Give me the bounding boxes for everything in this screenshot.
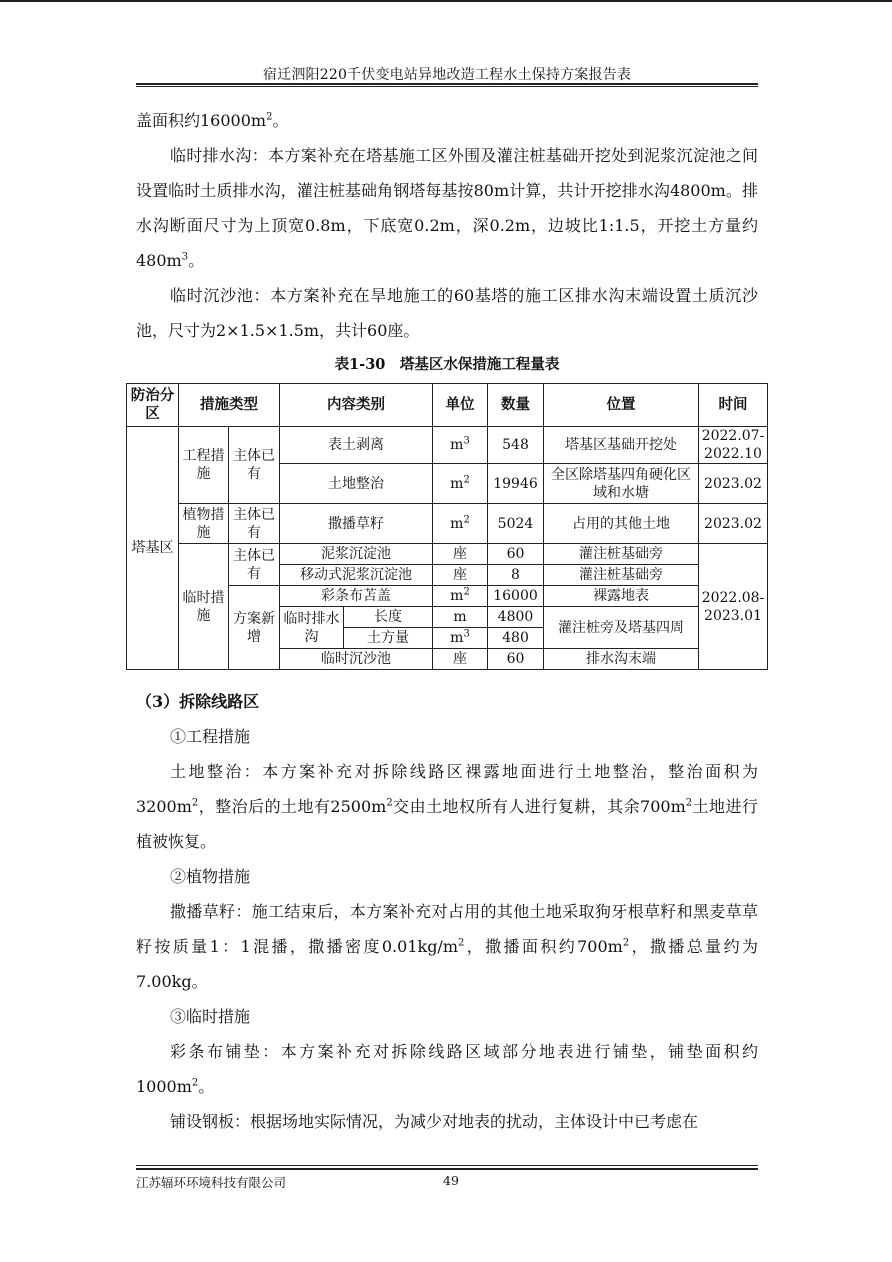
content-cell: 临时排水沟 (280, 607, 344, 649)
paragraph-seeding: 撒播草籽：施工结束后，本方案补充对占用的其他土地采取狗牙根草籽和黑麦草草籽按质量1：1混播，撒播密度$0.01kg/m^2$，撒播面积约$700m^2$，撒播总量约为7.00kg。 (136, 902, 758, 991)
content-cell: 表土剥离 (280, 427, 433, 464)
qty-cell: 480 (488, 628, 544, 649)
table-caption: 表1-30 塔基区水保措施工程量表 (334, 356, 560, 373)
time-cell: 2023.02 (699, 504, 768, 544)
zone-cell: 塔基区 (127, 427, 179, 670)
subsection-engineering: ①工程措施 (170, 727, 251, 746)
footer-rule (136, 1168, 758, 1170)
time-cell: 2023.02 (699, 464, 768, 504)
unit-cell: $m^2$ (433, 504, 488, 544)
th-time: 时间 (699, 384, 768, 427)
body-text-top (136, 103, 758, 383)
paragraph-drain-ditch: 临时排水沟：本方案补充在塔基施工区外围及灌注桩基础开挖处到泥浆沉淀池之间设置临时土质排水沟，灌注桩基础角钢塔每基按80m计算，共计开挖排水沟4800m。排水沟断面尺寸为上顶宽0.8m，下底宽0.2m，深0.2m，边坡比1:1.5，开挖土方量约$480m^3$。 (136, 146, 758, 270)
th-location: 位置 (544, 384, 699, 427)
unit-cell: 座 (433, 544, 488, 565)
th-qty: 数量 (488, 384, 544, 427)
temp-source-existing: 主体已有 (229, 544, 280, 586)
qty-cell: 60 (488, 649, 544, 670)
plant-source-cell: 主体已有 (229, 504, 280, 544)
qty-cell: 5024 (488, 504, 544, 544)
content-cell: 撒播草籽 (280, 504, 433, 544)
location-cell: 全区除塔基四角硬化区域和水塘 (544, 464, 699, 504)
unit-cell: $m^2$ (433, 586, 488, 607)
content-cell: 泥浆沉淀池 (280, 544, 433, 565)
time-cell: 2022.07-2022.10 (699, 427, 768, 464)
location-cell: 占用的其他土地 (544, 504, 699, 544)
temp-measure-cell: 临时措施 (179, 544, 229, 670)
table-row (127, 504, 768, 544)
content-cell: 移动式泥浆沉淀池 (280, 565, 433, 586)
paragraph-steel-plate: 铺设钢板：根据场地实际情况，为减少对地表的扰动，主体设计中已考虑在 (170, 1112, 699, 1131)
th-unit: 单位 (433, 384, 488, 427)
unit-cell: 座 (433, 565, 488, 586)
qty-cell: 60 (488, 544, 544, 565)
unit-cell: $m^3$ (433, 628, 488, 649)
measures-table (126, 383, 768, 670)
unit-cell: m (433, 607, 488, 628)
header-rule-thin (136, 86, 758, 87)
paragraph-tarp: 彩条布铺垫：本方案补充对拆除线路区域部分地表进行铺垫，铺垫面积约$1000m^2$。 (136, 1042, 758, 1096)
body-text-section3 (136, 684, 758, 1139)
top-border (0, 0, 892, 2)
content-cell: 彩条布苫盖 (280, 586, 433, 607)
qty-cell: 548 (488, 427, 544, 464)
table-row (127, 544, 768, 565)
sub-content-cell: 长度 (344, 607, 433, 628)
location-cell: 裸露地表 (544, 586, 699, 607)
qty-cell: 4800 (488, 607, 544, 628)
th-zone: 防治分区 (127, 384, 179, 427)
footer-rule-thin (136, 1165, 758, 1166)
sub-content-cell: 土方量 (344, 628, 433, 649)
location-cell: 灌注桩基础旁 (544, 544, 699, 565)
content-cell: 土地整治 (280, 464, 433, 504)
table-header-row (127, 384, 768, 427)
unit-cell: 座 (433, 649, 488, 670)
eng-source-cell: 主体已有 (229, 427, 280, 504)
qty-cell: 16000 (488, 586, 544, 607)
paragraph-area: 盖面积约$16000m^2$。 (136, 111, 289, 130)
location-cell: 排水沟末端 (544, 649, 699, 670)
temp-source-new: 方案新增 (229, 586, 280, 670)
eng-measure-cell: 工程措施 (179, 427, 229, 504)
page-number: 49 (443, 1173, 459, 1188)
location-cell: 灌注桩旁及塔基四周 (544, 607, 699, 649)
th-content: 内容类别 (280, 384, 433, 427)
unit-cell: $m^2$ (433, 464, 488, 504)
qty-cell: 19946 (488, 464, 544, 504)
subsection-plant: ②植物措施 (170, 867, 251, 886)
qty-cell: 8 (488, 565, 544, 586)
content-cell: 临时沉沙池 (280, 649, 433, 670)
header-rule (136, 83, 758, 85)
page-header: 宿迁泗阳220千伏变电站异地改造工程水土保持方案报告表 (262, 67, 632, 83)
table-row (127, 427, 768, 464)
unit-cell: $m^3$ (433, 427, 488, 464)
location-cell: 灌注桩基础旁 (544, 565, 699, 586)
th-type: 措施类型 (179, 384, 280, 427)
plant-measure-cell: 植物措施 (179, 504, 229, 544)
section-title: （3）拆除线路区 (136, 692, 260, 711)
paragraph-sediment-pond: 临时沉沙池：本方案补充在旱地施工的60基塔的施工区排水沟末端设置土质沉沙池，尺寸为2×1.5×1.5m，共计60座。 (136, 286, 758, 340)
subsection-temporary: ③临时措施 (170, 1007, 251, 1026)
paragraph-land-leveling: 土地整治：本方案补充对拆除线路区裸露地面进行土地整治，整治面积为$3200m^2$，整治后的土地有$2500m^2$交由土地权所有人进行复耕，其余$700m^2$土地进行植被恢复。 (136, 762, 758, 851)
location-cell: 塔基区基础开挖处 (544, 427, 699, 464)
time-cell: 2022.08-2023.01 (699, 544, 768, 670)
footer-company: 江苏辐环环境科技有限公司 (136, 1175, 287, 1190)
